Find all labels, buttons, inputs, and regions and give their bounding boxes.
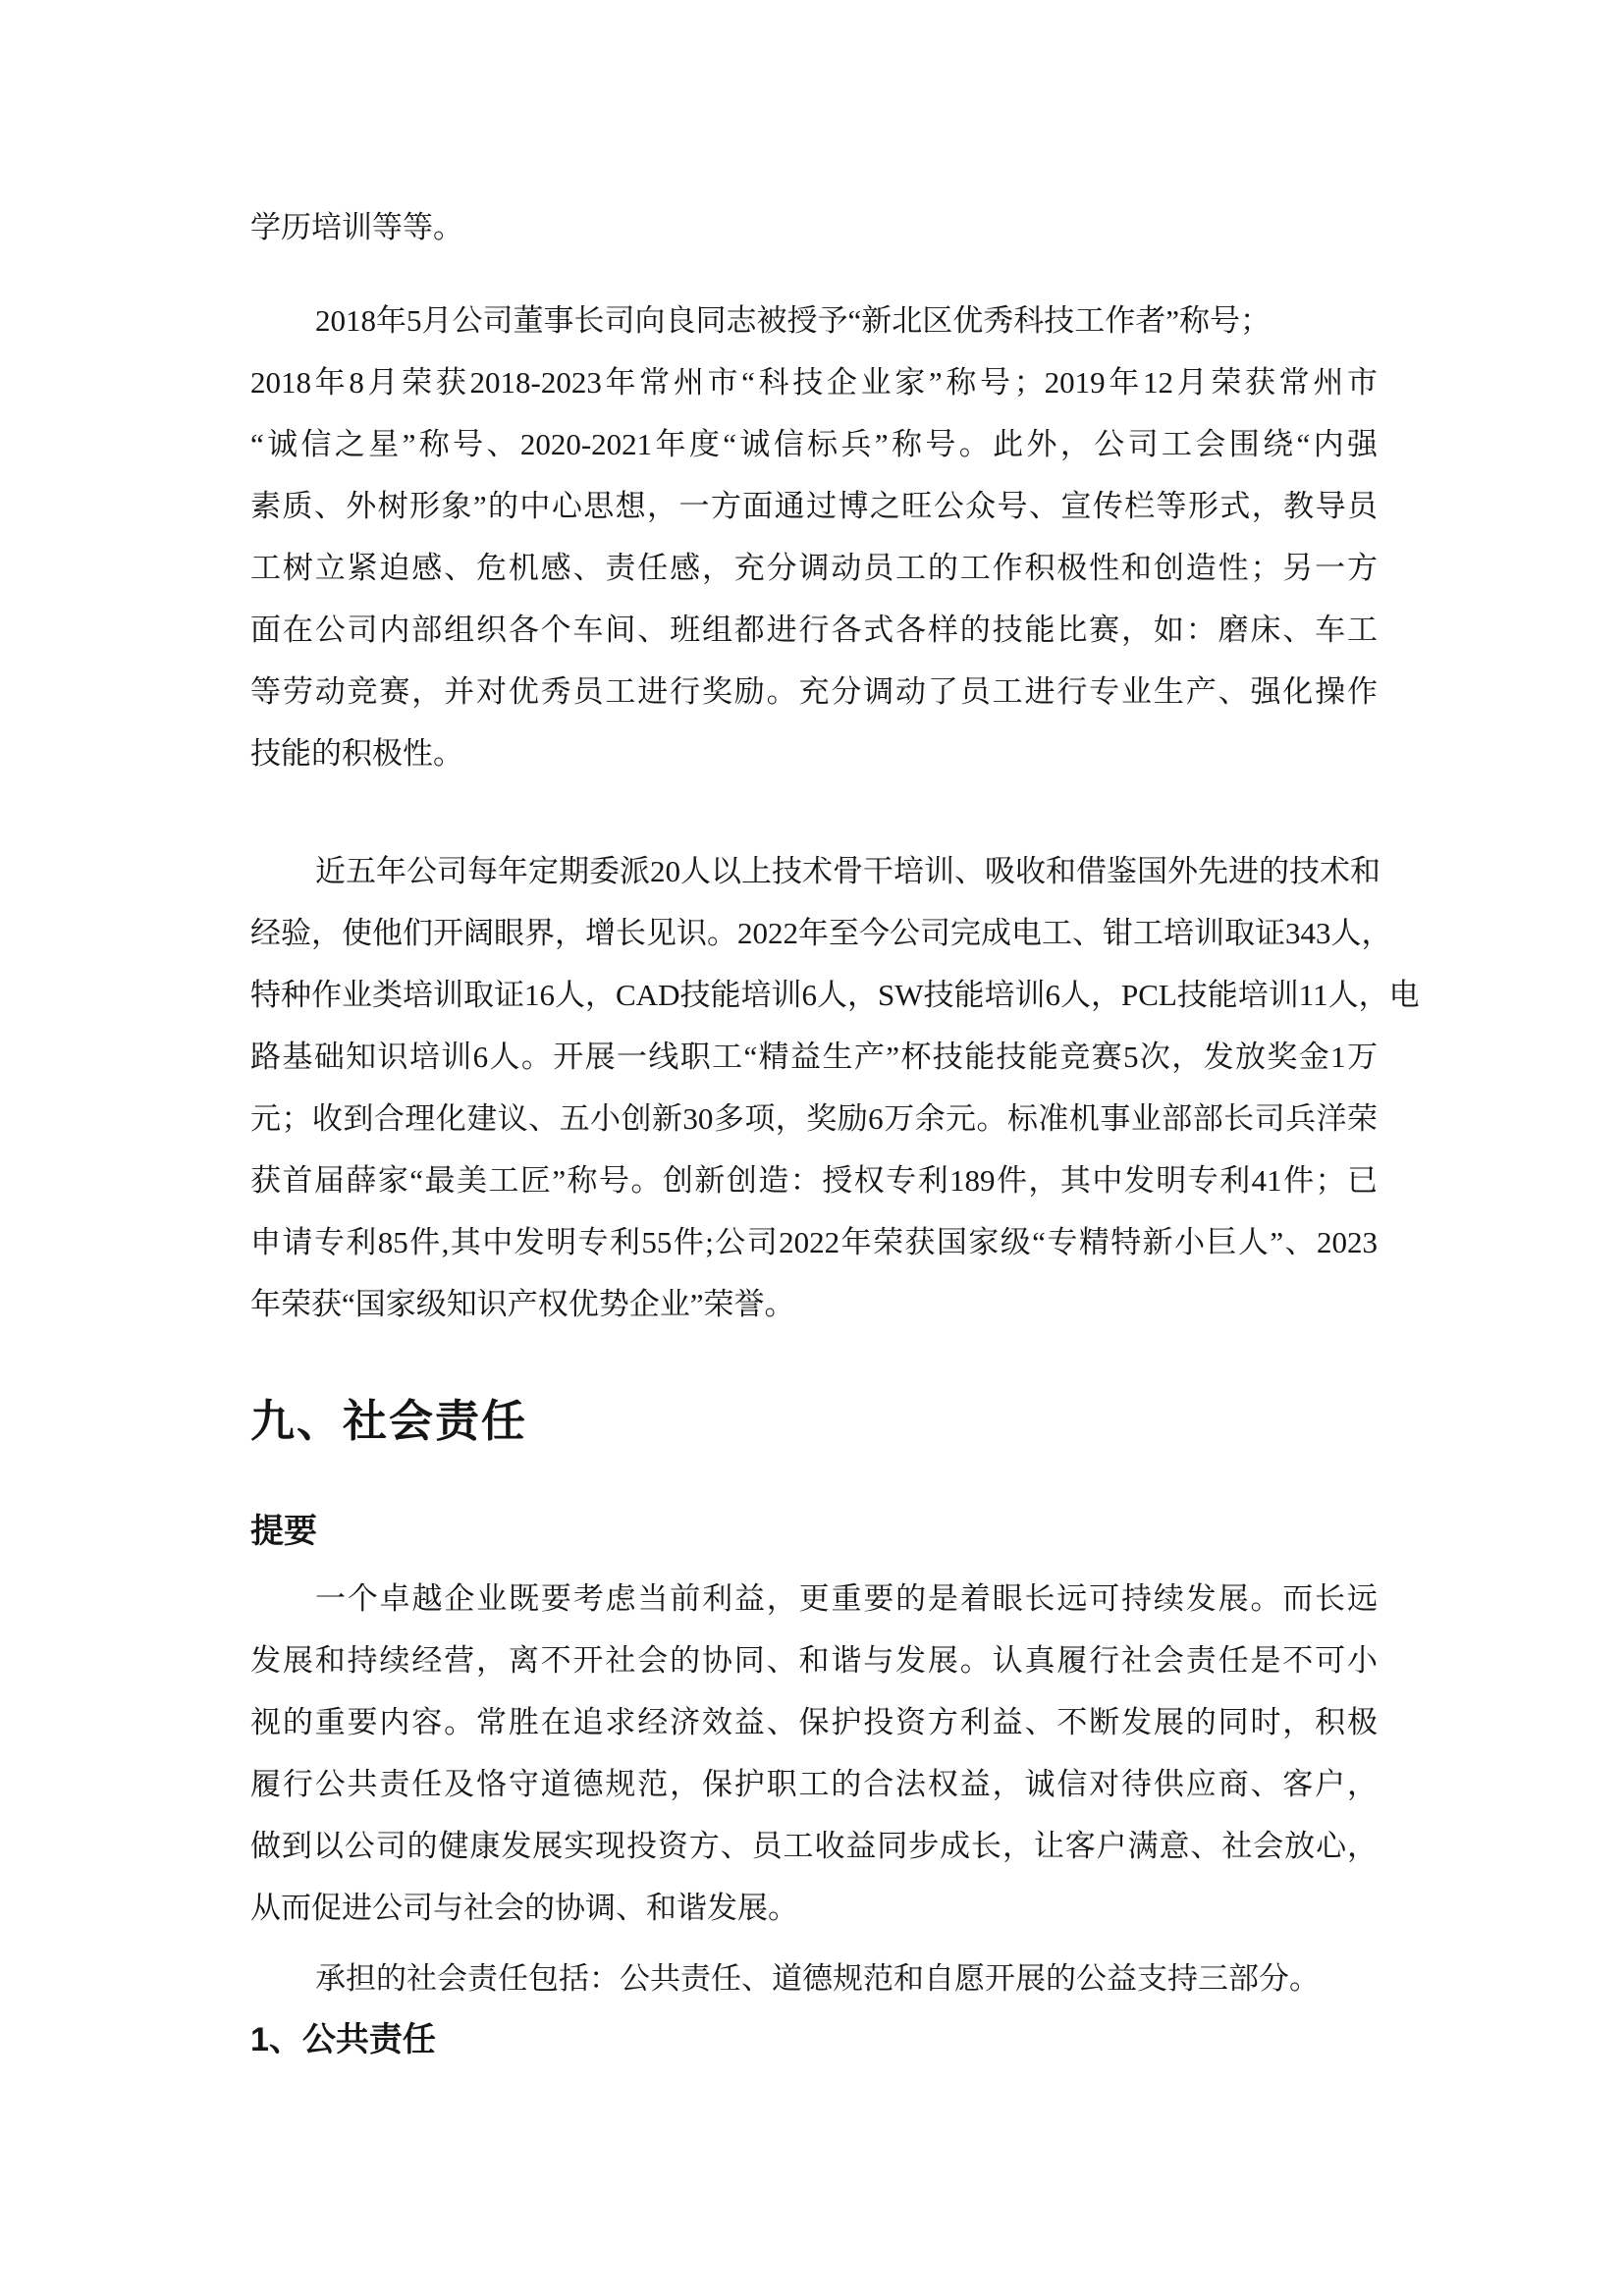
paragraph — [250, 840, 1420, 1335]
text-line: 等劳动竞赛，并对优秀员工进行奖励。充分调动了员工进行专业生产、强化操作 — [250, 674, 1378, 709]
text-line: 做到以公司的健康发展实现投资方、员工收益同步成长，让客户满意、社会放心， — [250, 1829, 1378, 1863]
text-line: 2018年5月公司董事长司向良同志被授予“新北区优秀科技工作者”称号； — [315, 303, 1272, 338]
text-line: 特种作业类培训取证16人，CAD技能培训6人，SW技能培训6人，PCL技能培训11人，电 — [250, 978, 1420, 1012]
text-line: 年荣获“国家级知识产权优势企业”荣誉。 — [250, 1287, 795, 1321]
text-line: 元；收到合理化建议、五小创新30多项，奖励6万余元。标准机事业部部长司兵洋荣 — [250, 1101, 1378, 1136]
text-line: 学历培训等等。 — [250, 210, 463, 244]
paragraph — [250, 1568, 1378, 1939]
text-line: 技能的积极性。 — [250, 736, 463, 771]
text-line: 发展和持续经营，离不开社会的协同、和谐与发展。认真履行社会责任是不可小 — [250, 1643, 1378, 1678]
text-line: 2018年8月荣获2018-2023年常州市“科技企业家”称号；2019年12月荣获常州市 — [250, 365, 1378, 400]
summary-heading: 提要 — [250, 1513, 317, 1550]
text-line: 从而促进公司与社会的协调、和谐发展。 — [250, 1891, 798, 1925]
text-line: 获首届薛家“最美工匠”称号。创新创造：授权专利189件，其中发明专利41件；已 — [250, 1163, 1378, 1198]
text-line: 路基础知识培训6人。开展一线职工“精益生产”杯技能技能竞赛5次，发放奖金1万 — [250, 1040, 1378, 1074]
section-heading: 九、社会责任 — [250, 1396, 528, 1446]
text-line: 承担的社会责任包括：公共责任、道德规范和自愿开展的公益支持三部分。 — [315, 1961, 1320, 1996]
text-line: 工树立紧迫感、危机感、责任感，充分调动员工的工作积极性和创造性；另一方 — [250, 551, 1378, 585]
text-line: 素质、外树形象”的中心思想，一方面通过博之旺公众号、宣传栏等形式，教导员 — [250, 489, 1378, 523]
text-line: 经验，使他们开阔眼界，增长见识。2022年至今公司完成电工、钳工培训取证343人， — [250, 916, 1392, 950]
sub-section-heading: 1、公共责任 — [250, 2021, 436, 2058]
text-line: 近五年公司每年定期委派20人以上技术骨干培训、吸收和借鉴国外先进的技术和 — [315, 854, 1380, 888]
paragraph — [250, 290, 1378, 784]
text-line: 面在公司内部组织各个车间、班组都进行各式各样的技能比赛，如：磨床、车工 — [250, 613, 1378, 647]
text-line: 视的重要内容。常胜在追求经济效益、保护投资方利益、不断发展的同时，积极 — [250, 1705, 1378, 1739]
text-line: “诚信之星”称号、2020-2021年度“诚信标兵”称号。此外，公司工会围绕“内强 — [250, 427, 1378, 461]
text-line: 申请专利85件,其中发明专利55件;公司2022年荣获国家级“专精特新小巨人”、2023 — [250, 1225, 1378, 1259]
paragraph — [250, 1948, 1378, 2009]
text-line: 一个卓越企业既要考虑当前利益，更重要的是着眼长远可持续发展。而长远 — [315, 1581, 1378, 1616]
text-line: 履行公共责任及恪守道德规范，保护职工的合法权益，诚信对待供应商、客户， — [250, 1767, 1378, 1801]
paragraph — [250, 196, 1378, 258]
